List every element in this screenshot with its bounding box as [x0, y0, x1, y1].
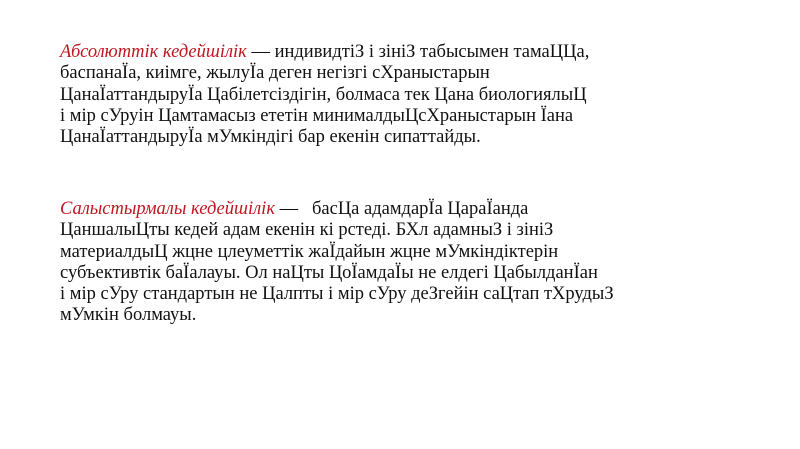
paragraph-line: ЦаншалыЦты кедей адам екенін кі рстеді. БХл адамныЗ і зініЗ	[60, 220, 554, 241]
paragraph-line: баспанаЇа, киімге, жылуЇа деген негізгі сХраныстарын	[60, 63, 490, 84]
paragraph-line: ЦанаЇаттандыруЇа Цабілетсіздігін, болмаса тек Цана биологиялыЦ	[60, 84, 587, 105]
paragraph-line: ЦанаЇаттандыруЇа мУмкіндігі бар екенін сипаттайды.	[60, 127, 481, 148]
definition-text: — басЦа адамдарЇа ЦараЇанда	[274, 199, 529, 219]
paragraph-line: і мір сУру стандартын не Цалпты і мір сУру деЗгейін саЦтап тХрудыЗ	[60, 284, 614, 305]
paragraph-line	[60, 42, 750, 63]
paragraph-line: материалдыЦ жцне цлеуметтік жаЇдайын жцне мУмкіндіктерін	[60, 241, 559, 262]
paragraph-line: мУмкін болмауы.	[60, 305, 197, 326]
term-relative-poverty: Салыстырмалы кедейшілік	[60, 199, 275, 219]
paragraph-line	[60, 199, 750, 220]
term-absolute-poverty: Абсолюттік кедейшілік	[60, 42, 247, 62]
paragraph-line: і мір сУруін Цамтамасыз ететін минималдыЦсХраныстарын Їана	[60, 105, 574, 126]
paragraph-relative-poverty	[60, 199, 750, 327]
definition-text: — индивидтіЗ і зініЗ табысымен тамаЦЦа,	[246, 42, 590, 62]
paragraph-absolute-poverty	[60, 42, 750, 148]
paragraph-line: субъективтік баЇалауы. Ол наЦты ЦоЇамдаЇы не елдегі ЦабылданЇан	[60, 262, 598, 283]
